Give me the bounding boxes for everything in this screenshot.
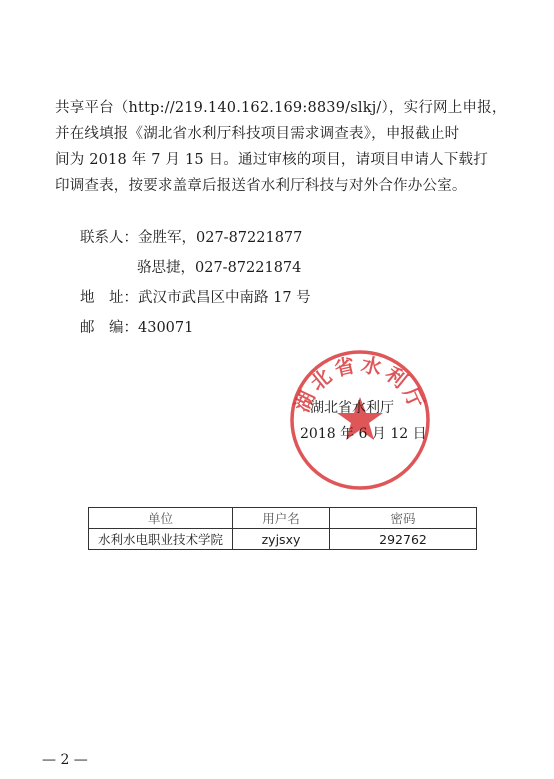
signature-block <box>300 395 427 447</box>
paragraph-line: 并在线填报《湖北省水利厅科技项目需求调查表》，申报截止时 <box>55 126 460 142</box>
signature-org: 湖北省水利厅 <box>310 400 394 416</box>
postcode-line <box>80 316 193 337</box>
body-paragraph <box>55 95 505 199</box>
contact-line-1 <box>80 226 302 247</box>
seal-text: 湖北省水利厅 <box>289 352 431 416</box>
contact-separator: ， <box>180 260 195 276</box>
paragraph-line: 间为 2018 年 7 月 15 日。通过审核的项目，请项目申请人下载打 <box>55 152 488 168</box>
header-password: 密码 <box>330 508 477 529</box>
header-username: 用户名 <box>233 508 330 529</box>
header-unit: 单位 <box>89 508 233 529</box>
contact-name: 骆思捷 <box>137 260 181 276</box>
address-value: 武汉市武昌区中南路 17 号 <box>138 290 311 306</box>
signature-date: 2018 年 6 月 12 日 <box>300 426 427 442</box>
postcode-value: 430071 <box>138 320 194 336</box>
account-table <box>88 507 477 550</box>
cell-username: zyjsxy <box>233 529 330 550</box>
address-line <box>80 286 311 307</box>
contact-name: 金胜军 <box>138 230 182 246</box>
cell-unit: 水利水电职业技术学院 <box>89 529 233 550</box>
contact-phone: 027-87221874 <box>195 260 302 276</box>
contact-label: 联系人： <box>80 230 138 246</box>
address-label: 地 址： <box>80 290 138 306</box>
paragraph-line: 共享平台（http://219.140.162.169:8839/slkj/），实行网上申报， <box>55 100 507 116</box>
table-row <box>89 529 477 550</box>
paragraph-line: 印调查表，按要求盖章后报送省水利厅科技与对外合作办公室。 <box>55 178 467 194</box>
cell-password: 292762 <box>330 529 477 550</box>
contact-line-2 <box>137 256 301 277</box>
contact-phone: 027-87221877 <box>196 230 303 246</box>
contact-separator: ， <box>181 230 196 246</box>
table-header-row <box>89 508 477 529</box>
page-number: — 2 — <box>42 752 88 768</box>
postcode-label: 邮 编： <box>80 320 138 336</box>
